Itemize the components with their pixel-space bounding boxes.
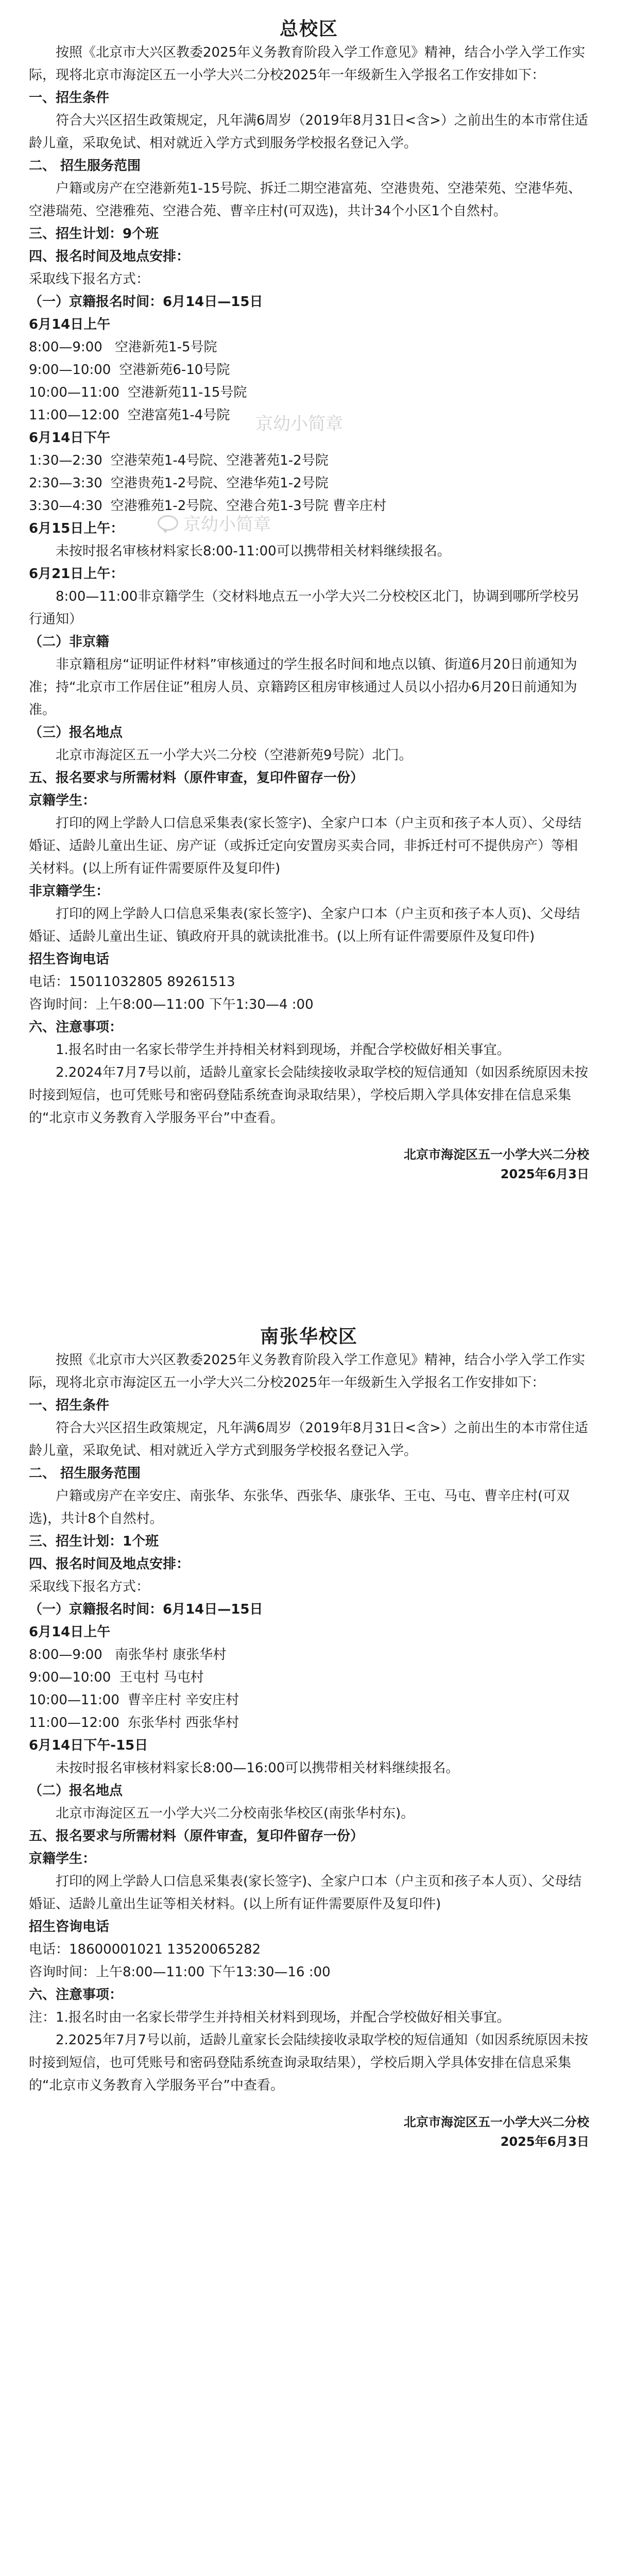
schedule-am-label: 6月14日上午: [29, 317, 111, 332]
bj-student-text: 打印的网上学龄人口信息采集表(家长签字)、全家户口本（户主页和孩子本人页）、父母结婚证、适龄儿童出生证等相关材料。(以上所有证件需要原件及复印件): [29, 1874, 582, 1912]
note-2: 2.2025年7月7号以前，适龄儿童家长会陆续接收录取学校的短信通知（如因系统原因未按时接到短信，也可凭账号和密码登陆系统查询录取结果），学校后期入学具体安排在信息采集的“北京市义务教育入学服务平台”中查看。: [29, 2032, 589, 2093]
schedule-slot: 曹辛庄村 辛安庄村: [127, 1692, 239, 1708]
schedule-row: [29, 1666, 589, 1689]
schedule-row: [29, 449, 589, 472]
heading-scope: 二、 招生服务范围: [29, 158, 141, 174]
schedule-time: 9:00—10:00: [29, 362, 111, 378]
note-2: 2.2024年7月7号以前，适龄儿童家长会陆续接收录取学校的短信通知（如因系统原因未按时接到短信，也可凭账号和密码登陆系统查询录取结果），学校后期入学具体安排在信息采集的“北京市义务教育入学服务平台”中查看。: [29, 1065, 589, 1126]
consult-hours: 咨询时间：上午8:00—11:00 下午13:30—16 :00: [29, 1964, 331, 1980]
heading-conditions: 一、招生条件: [29, 1398, 110, 1413]
schedule-row: [29, 359, 589, 381]
schedule-slot: 空港荣苑1-4号院、空港著苑1-2号院: [110, 453, 329, 468]
schedule-slot: 东张华村 西张华村: [127, 1715, 239, 1731]
scope-text: 户籍或房产在空港新苑1-15号院、拆迁二期空港富苑、空港贵苑、空港荣苑、空港华苑、空港瑞苑、空港雅苑、空港合苑、曹辛庄村(可双选)，共计34个小区1个自然村。: [29, 181, 582, 219]
heading-notes: 六、注意事项：: [29, 1020, 123, 1035]
day15-text: 未按时报名审核材料家长8:00—16:00可以携带相关材料继续报名。: [56, 1760, 459, 1776]
heading-scope: 二、 招生服务范围: [29, 1466, 141, 1481]
signature-block: [29, 2112, 589, 2151]
schedule-time: 9:00—10:00: [29, 1670, 111, 1685]
schedule-row: [29, 404, 589, 427]
schedule-am-list: [29, 1643, 589, 1734]
consult-hours: 咨询时间：上午8:00—11:00 下午1:30—4 :00: [29, 997, 314, 1012]
place-text: 北京市海淀区五一小学大兴二分校南张华校区(南张华村东)。: [56, 1806, 415, 1821]
signature-school: 北京市海淀区五一小学大兴二分校: [404, 1147, 589, 1162]
main-campus-section: [29, 0, 589, 1184]
section-title: 总校区: [279, 19, 338, 40]
subheading-non-bj: （二）非京籍: [29, 634, 110, 650]
schedule-slot: 空港新苑11-15号院: [127, 385, 247, 400]
schedule-time: 11:00—12:00: [29, 1715, 119, 1731]
non-bj-student-label: 非京籍学生：: [29, 884, 110, 899]
intro-paragraph: 按照《北京市大兴区教委2025年义务教育阶段入学工作意见》精神，结合小学入学工作实际，现将北京市海淀区五一小学大兴二分校2025年一年级新生入学报名工作安排如下：: [29, 45, 586, 83]
conditions-text: 符合大兴区招生政策规定，凡年满6周岁（2019年8月31日<含>）之前出生的本市常住适龄儿童，采取免试、相对就近入学方式到服务学校报名登记入学。: [29, 1420, 588, 1459]
heading-notes: 六、注意事项：: [29, 1987, 123, 2003]
consult-label: 招生咨询电话: [29, 1919, 110, 1935]
note-1: 注：1.报名时由一名家长带学生并持相关材料到现场，并配合学校做好相关事宜。: [29, 2010, 510, 2025]
day15-text: 未按时报名审核材料家长8:00-11:00可以携带相关材料继续报名。: [56, 544, 451, 559]
schedule-row: [29, 336, 589, 359]
schedule-am-label: 6月14日上午: [29, 1624, 111, 1640]
note-1: 1.报名时由一名家长带学生并持相关材料到现场，并配合学校做好相关事宜。: [56, 1042, 510, 1058]
schedule-row: [29, 1689, 589, 1711]
day15-label: 6月14日下午-15日: [29, 1738, 148, 1753]
heading-schedule: 四、报名时间及地点安排：: [29, 249, 190, 264]
subheading-place: （三）报名地点: [29, 725, 123, 740]
schedule-time: 1:30—2:30: [29, 453, 102, 468]
watermark-text: 京幼小简章: [183, 514, 271, 535]
schedule-row: [29, 1643, 589, 1666]
non-bj-student-text: 打印的网上学龄人口信息采集表(家长签字)、全家户口本（户主页和孩子本人页)、父母结婚证、适龄儿童出生证、镇政府开具的就读批准书。(以上所有证件需要原件及复印件): [29, 906, 580, 944]
consult-phone: 电话：18600001021 13520065282: [29, 1942, 261, 1957]
heading-plan: 三、招生计划：9个班: [29, 226, 159, 242]
day21-text: 8:00—11:00非京籍学生（交材料地点五一小学大兴二分校校区北门，协调到哪所学校另行通知）: [29, 589, 580, 627]
schedule-slot: 空港富苑1-4号院: [127, 408, 230, 423]
signature-date: 2025年6月3日: [500, 1167, 589, 1181]
day15-label: 6月15日上午：: [29, 521, 124, 536]
conditions-text: 符合大兴区招生政策规定，凡年满6周岁（2019年8月31日<含>）之前出生的本市常住适龄儿童，采取免试、相对就近入学方式到服务学校报名登记入学。: [29, 113, 588, 151]
signature-school: 北京市海淀区五一小学大兴二分校: [404, 2115, 589, 2129]
schedule-pm-list: [29, 449, 589, 517]
consult-phone: 电话：15011032805 89261513: [29, 974, 235, 990]
heading-requirements: 五、报名要求与所需材料（原件审查，复印件留存一份）: [29, 770, 364, 786]
schedule-time: 8:00—9:00: [29, 340, 107, 355]
schedule-row: [29, 495, 589, 517]
intro-paragraph: 按照《北京市大兴区教委2025年义务教育阶段入学工作意见》精神，结合小学入学工作实际，现将北京市海淀区五一小学大兴二分校2025年一年级新生入学报名工作安排如下：: [29, 1352, 586, 1391]
schedule-time: 8:00—9:00: [29, 1647, 107, 1663]
consult-label: 招生咨询电话: [29, 952, 110, 967]
signature-date: 2025年6月3日: [500, 2134, 589, 2149]
subheading-bj-time: （一）京籍报名时间：6月14日—15日: [29, 294, 263, 310]
signature-block: [29, 1145, 589, 1184]
schedule-slot: 南张华村 康张华村: [115, 1647, 227, 1663]
schedule-am-list: [29, 336, 589, 427]
schedule-row: [29, 381, 589, 404]
heading-requirements: 五、报名要求与所需材料（原件审查，复印件留存一份）: [29, 1828, 364, 1844]
schedule-time: 2:30—3:30: [29, 476, 102, 491]
section-divider: [29, 1184, 589, 1308]
heading-schedule: 四、报名时间及地点安排：: [29, 1556, 190, 1572]
subheading-place: （二）报名地点: [29, 1783, 123, 1799]
nanzhanghua-campus-section: [29, 1308, 589, 2151]
watermark-text: 京幼小简章: [255, 414, 343, 434]
schedule-row: [29, 1711, 589, 1734]
schedule-time: 3:30—4:30: [29, 498, 102, 514]
section-title: 南张华校区: [260, 1326, 358, 1347]
schedule-time: 10:00—11:00: [29, 385, 119, 400]
scope-text: 户籍或房产在辛安庄、南张华、东张华、西张华、康张华、王屯、马屯、曹辛庄村(可双选)，共计8个自然村。: [29, 1488, 570, 1527]
bj-student-text: 打印的网上学龄人口信息采集表(家长签字)、全家户口本（户主页和孩子本人页）、父母结婚证、适龄儿童出生证、房产证（或拆迁定向安置房买卖合同，非拆迁村可不提供房产）等相关材料。(以上所有证件需要原件及复印件): [29, 816, 582, 876]
schedule-time: 10:00—11:00: [29, 1692, 119, 1708]
schedule-slot: 王屯村 马屯村: [119, 1670, 204, 1685]
day21-label: 6月21日上午：: [29, 566, 124, 582]
non-bj-text: 非京籍租房“证明证件材料”审核通过的学生报名时间和地点以镇、街道6月20日前通知为准；持“北京市工作居住证”租房人员、京籍跨区租房审核通过人员以小招办6月20日前通知为准。: [29, 657, 577, 718]
bj-student-label: 京籍学生：: [29, 1851, 96, 1867]
heading-conditions: 一、招生条件: [29, 90, 110, 106]
schedule-pm-label: 6月14日下午: [29, 430, 111, 446]
schedule-slot: 空港新苑1-5号院: [115, 340, 217, 355]
bj-student-label: 京籍学生：: [29, 793, 96, 808]
schedule-time: 11:00—12:00: [29, 408, 119, 423]
schedule-row: [29, 472, 589, 495]
heading-plan: 三、招生计划：1个班: [29, 1534, 159, 1549]
schedule-slot: 空港雅苑1-2号院、空港合苑1-3号院 曹辛庄村: [110, 498, 386, 514]
subheading-bj-time: （一）京籍报名时间：6月14日—15日: [29, 1602, 263, 1617]
schedule-slot: 空港贵苑1-2号院、空港华苑1-2号院: [110, 476, 329, 491]
method-text: 采取线下报名方式：: [29, 272, 150, 287]
schedule-slot: 空港新苑6-10号院: [119, 362, 230, 378]
method-text: 采取线下报名方式：: [29, 1579, 150, 1595]
place-text: 北京市海淀区五一小学大兴二分校（空港新苑9号院）北门。: [56, 748, 413, 763]
